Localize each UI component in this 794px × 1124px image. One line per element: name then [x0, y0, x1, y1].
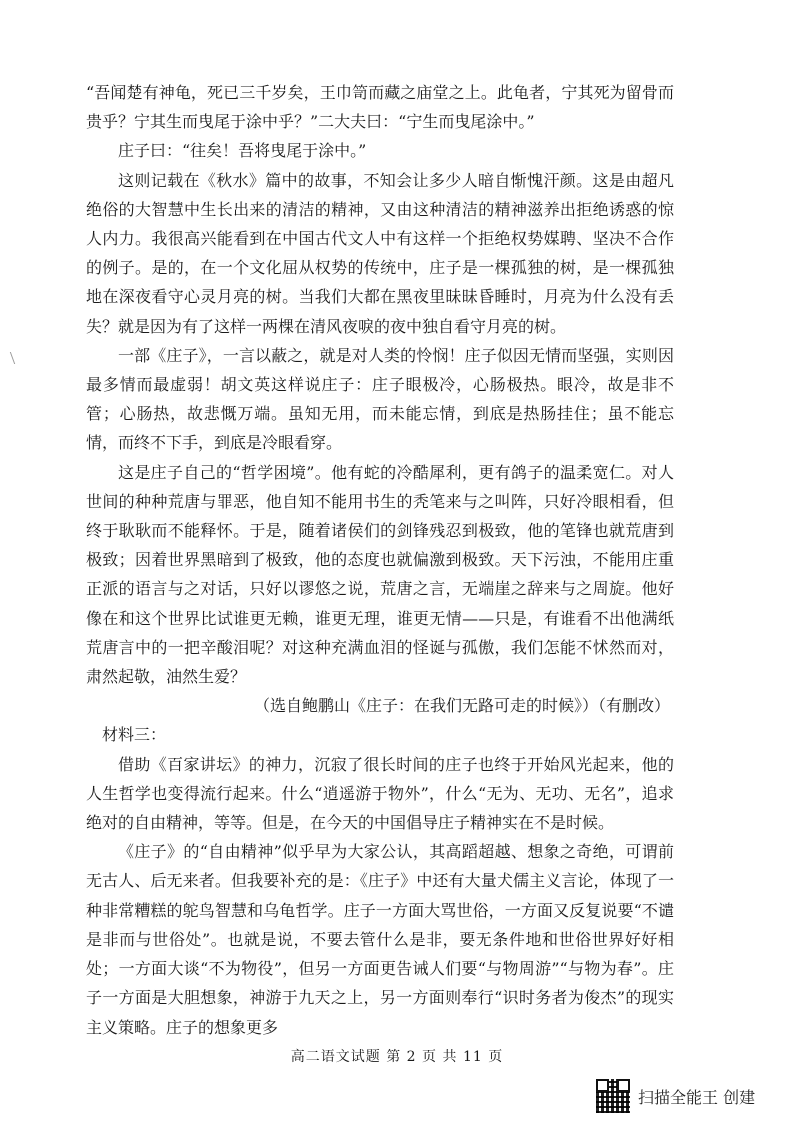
paragraph: 《庄子》的“自由精神”似乎早为大家公认，其高蹈超越、想象之奇绝，可谓前无古人、后无来者。但我要补充的是：《庄子》中还有大量犬儒主义言论，体现了一种非常糟糕的鸵鸟智慧和乌龟哲学。庄子一方面大骂世俗，一方面又反复说要“不谴是非而与世俗处”。也就是说，不要去管什么是非，要无条件地和世俗世界好好相处；一方面大谈“不为物役”，但另一方面更告诫人们要“与物周游”“与物为春”。庄子一方面是大胆想象，神游于九天之上，另一方面则奉行“识时务者为俊杰”的现实主义策略。庄子的想象更多: [86, 842, 674, 1037]
source-citation: （选自鲍鹏山《庄子：在我们无路可走的时候》）（有删改）: [253, 696, 670, 716]
paragraph: “吾闻楚有神龟，死已三千岁矣，王巾笥而藏之庙堂之上。此龟者，宁其死为留骨而贵乎？宁其生而曳尾于涂中乎？”二大夫曰：“宁生而曳尾涂中。”: [86, 83, 674, 132]
paragraph: 一部《庄子》，一言以蔽之，就是对人类的怜悯！庄子似因无情而坚强，实则因最多情而最虚弱！胡文英这样说庄子：庄子眼极冷，心肠极热。眼冷，故是非不管；心肠热，故悲慨万端。虽知无用，而未能忘情，到底是热肠挂住；虽不能忘情，而终不下手，到底是冷眼看穿。: [86, 345, 674, 453]
scanner-watermark: [596, 1079, 755, 1113]
section-label: 材料三：: [102, 725, 167, 745]
paragraph: 庄子曰：“往矣！吾将曳尾于涂中。”: [118, 141, 367, 161]
page-footer: 高二语文试题 第 2 页 共 11 页: [290, 1049, 504, 1065]
scanner-label: 扫描全能王 创建: [638, 1087, 756, 1107]
qr-code-icon: [596, 1079, 630, 1113]
paragraph: 借助《百家讲坛》的神力，沉寂了很长时间的庄子也终于开始风光起来，他的人生哲学也变得流行起来。什么“逍遥游于物外”，什么“无为、无功、无名”，追求绝对的自由精神，等等。但是，在今天的中国倡导庄子精神实在不是时候。: [86, 754, 674, 833]
paragraph: 这是庄子自己的“哲学困境”。他有蛇的冷酷犀利，更有鸽子的温柔宽仁。对人世间的种种荒唐与罪恶，他自知不能用书生的秃笔来与之叫阵，只好冷眼相看，但终于耿耿而不能释怀。于是，随着诸侯们的剑锋残忍到极致，他的笔锋也就荒唐到极致；因着世界黑暗到了极致，他的态度也就偏激到极致。天下污浊，不能用庄重正派的语言与之对话，只好以谬悠之说，荒唐之言，无端崖之辞来与之周旋。他好像在和这个世界比试谁更无赖，谁更无理，谁更无情——只是，有谁看不出他满纸荒唐言中的一把辛酸泪呢？对这种充满血泪的怪诞与孤傲，我们怎能不怵然而对，肃然起敬，油然生爱？: [86, 462, 674, 687]
body-text: [86, 78, 674, 1042]
paragraph: 这则记载在《秋水》篇中的故事，不知会让多少人暗自惭愧汗颜。这是由超凡绝俗的大智慧中生长出来的清洁的精神，又由这种清洁的精神滋养出拒绝诱惑的惊人内力。我很高兴能看到在中国古代文人中有这样一个拒绝权势媒聘、坚决不合作的例子。是的，在一个文化屈从权势的传统中，庄子是一棵孤独的树，是一棵孤独地在深夜看守心灵月亮的树。当我们大都在黑夜里昧昧昏睡时，月亮为什么没有丢失？就是因为有了这样一两棵在清风夜唳的夜中独自看守月亮的树。: [86, 170, 674, 336]
scan-mark: [10, 352, 21, 364]
